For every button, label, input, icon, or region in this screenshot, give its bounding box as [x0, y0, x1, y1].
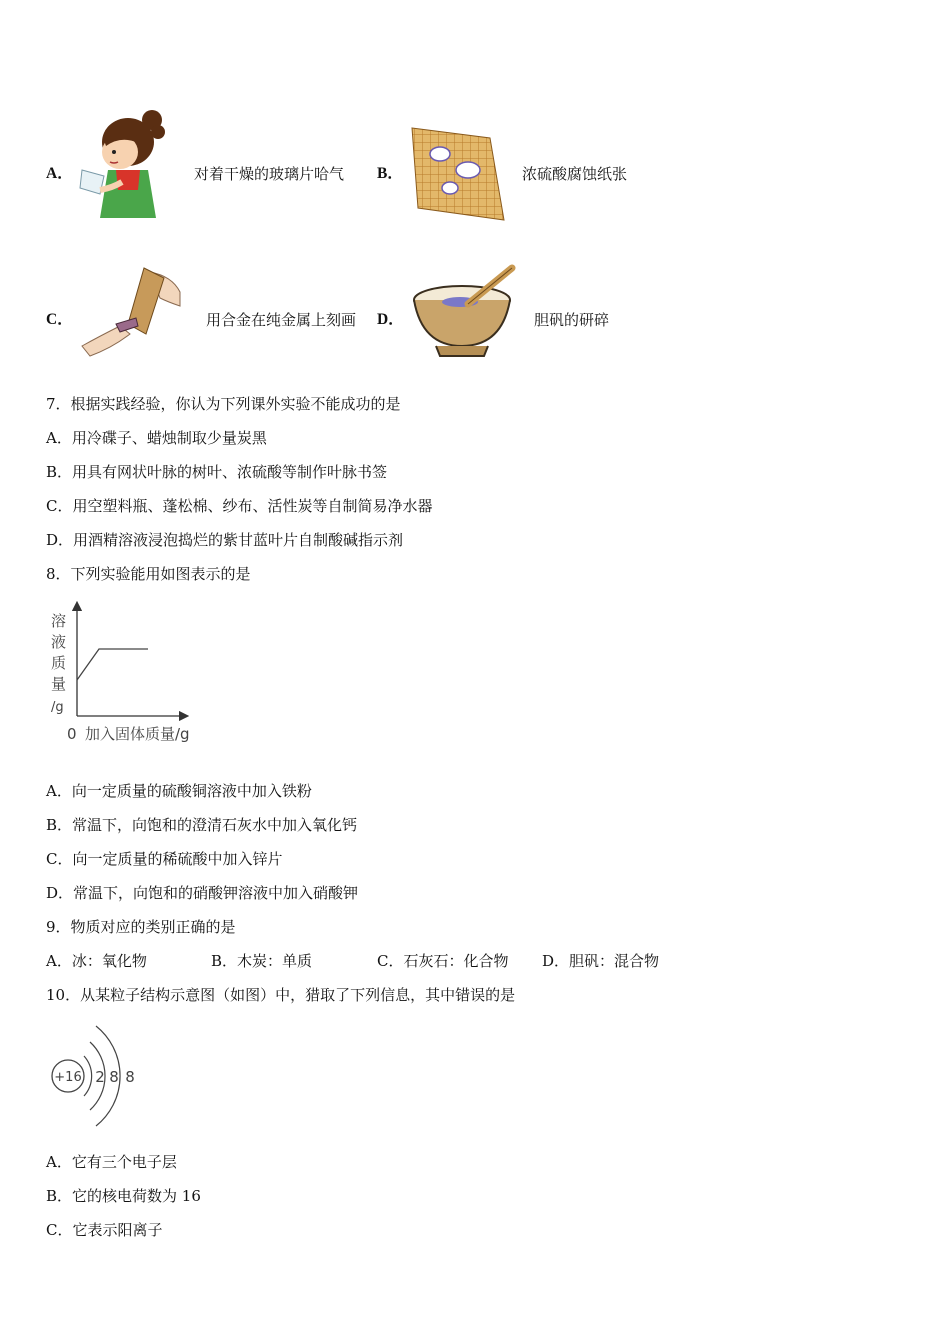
graph-line — [77, 649, 148, 680]
q7-stem: 7．根据实践经验，你认为下列课外实验不能成功的是 — [46, 395, 401, 413]
q7-option-c: C．用空塑料瓶、蓬松棉、纱布、活性炭等自制简易净水器 — [46, 497, 433, 515]
option-a-text: 对着干燥的玻璃片哈气 — [194, 165, 345, 183]
corroded-paper-image — [406, 126, 508, 222]
y-label-unit: /g — [51, 700, 64, 715]
y-label-char-4: 量 — [51, 675, 67, 693]
q7-option-a: A．用冷碟子、蜡烛制取少量炭黑 — [46, 429, 267, 447]
origin-label: 0 — [67, 725, 77, 743]
q8-option-b: B．常温下，向饱和的澄清石灰水中加入氧化钙 — [46, 816, 358, 834]
alloy-scratching-metal-image — [80, 262, 184, 358]
q10-option-a: A．它有三个电子层 — [46, 1153, 177, 1171]
option-c-text: 用合金在纯金属上刻画 — [206, 311, 357, 329]
shell-1-electrons: 2 — [95, 1068, 105, 1086]
q10-option-c: C．它表示阳离子 — [46, 1221, 163, 1239]
q8-option-a: A．向一定质量的硫酸铜溶液中加入铁粉 — [46, 782, 312, 800]
q10-stem: 10．从某粒子结构示意图（如图）中，猎取了下列信息，其中错误的是 — [46, 986, 516, 1004]
q7-option-d: D．用酒精溶液浸泡捣烂的紫甘蓝叶片自制酸碱指示剂 — [46, 531, 404, 549]
shell-1-arc — [84, 1056, 92, 1096]
solution-mass-graph — [44, 600, 214, 750]
shell-3-electrons: 8 — [125, 1068, 135, 1086]
option-a-label: A． — [46, 165, 73, 182]
q9-option-d: D．胆矾：混合物 — [542, 952, 660, 970]
atomic-structure-diagram — [46, 1016, 146, 1132]
y-label-char-3: 质 — [51, 654, 67, 672]
option-d-label: D． — [377, 311, 404, 328]
shell-2-electrons: 8 — [109, 1068, 119, 1086]
q8-option-c: C．向一定质量的稀硫酸中加入锌片 — [46, 850, 283, 868]
option-c-label: C． — [46, 311, 73, 328]
q7-option-b: B．用具有网状叶脉的树叶、浓硫酸等制作叶脉书签 — [46, 463, 388, 481]
nucleus-charge: +16 — [54, 1070, 82, 1085]
q9-option-c: C．石灰石：化合物 — [377, 952, 509, 970]
mortar-and-pestle-image — [406, 262, 520, 360]
x-axis-label: 加入固体质量/g — [85, 725, 190, 743]
q9-stem: 9．物质对应的类别正确的是 — [46, 918, 236, 936]
y-label-char-1: 溶 — [51, 612, 67, 630]
girl-breathing-on-glass-image — [78, 106, 170, 220]
option-b-label: B． — [377, 165, 403, 182]
q10-option-b: B．它的核电荷数为 16 — [46, 1187, 201, 1205]
option-d-text: 胆矾的研碎 — [534, 311, 610, 329]
q9-option-a: A．冰：氧化物 — [46, 952, 147, 970]
q8-option-d: D．常温下，向饱和的硝酸钾溶液中加入硝酸钾 — [46, 884, 359, 902]
q9-option-b: B．木炭：单质 — [211, 952, 313, 970]
q8-stem: 8．下列实验能用如图表示的是 — [46, 565, 251, 583]
option-b-text: 浓硫酸腐蚀纸张 — [522, 165, 628, 183]
y-label-char-2: 液 — [51, 633, 67, 651]
